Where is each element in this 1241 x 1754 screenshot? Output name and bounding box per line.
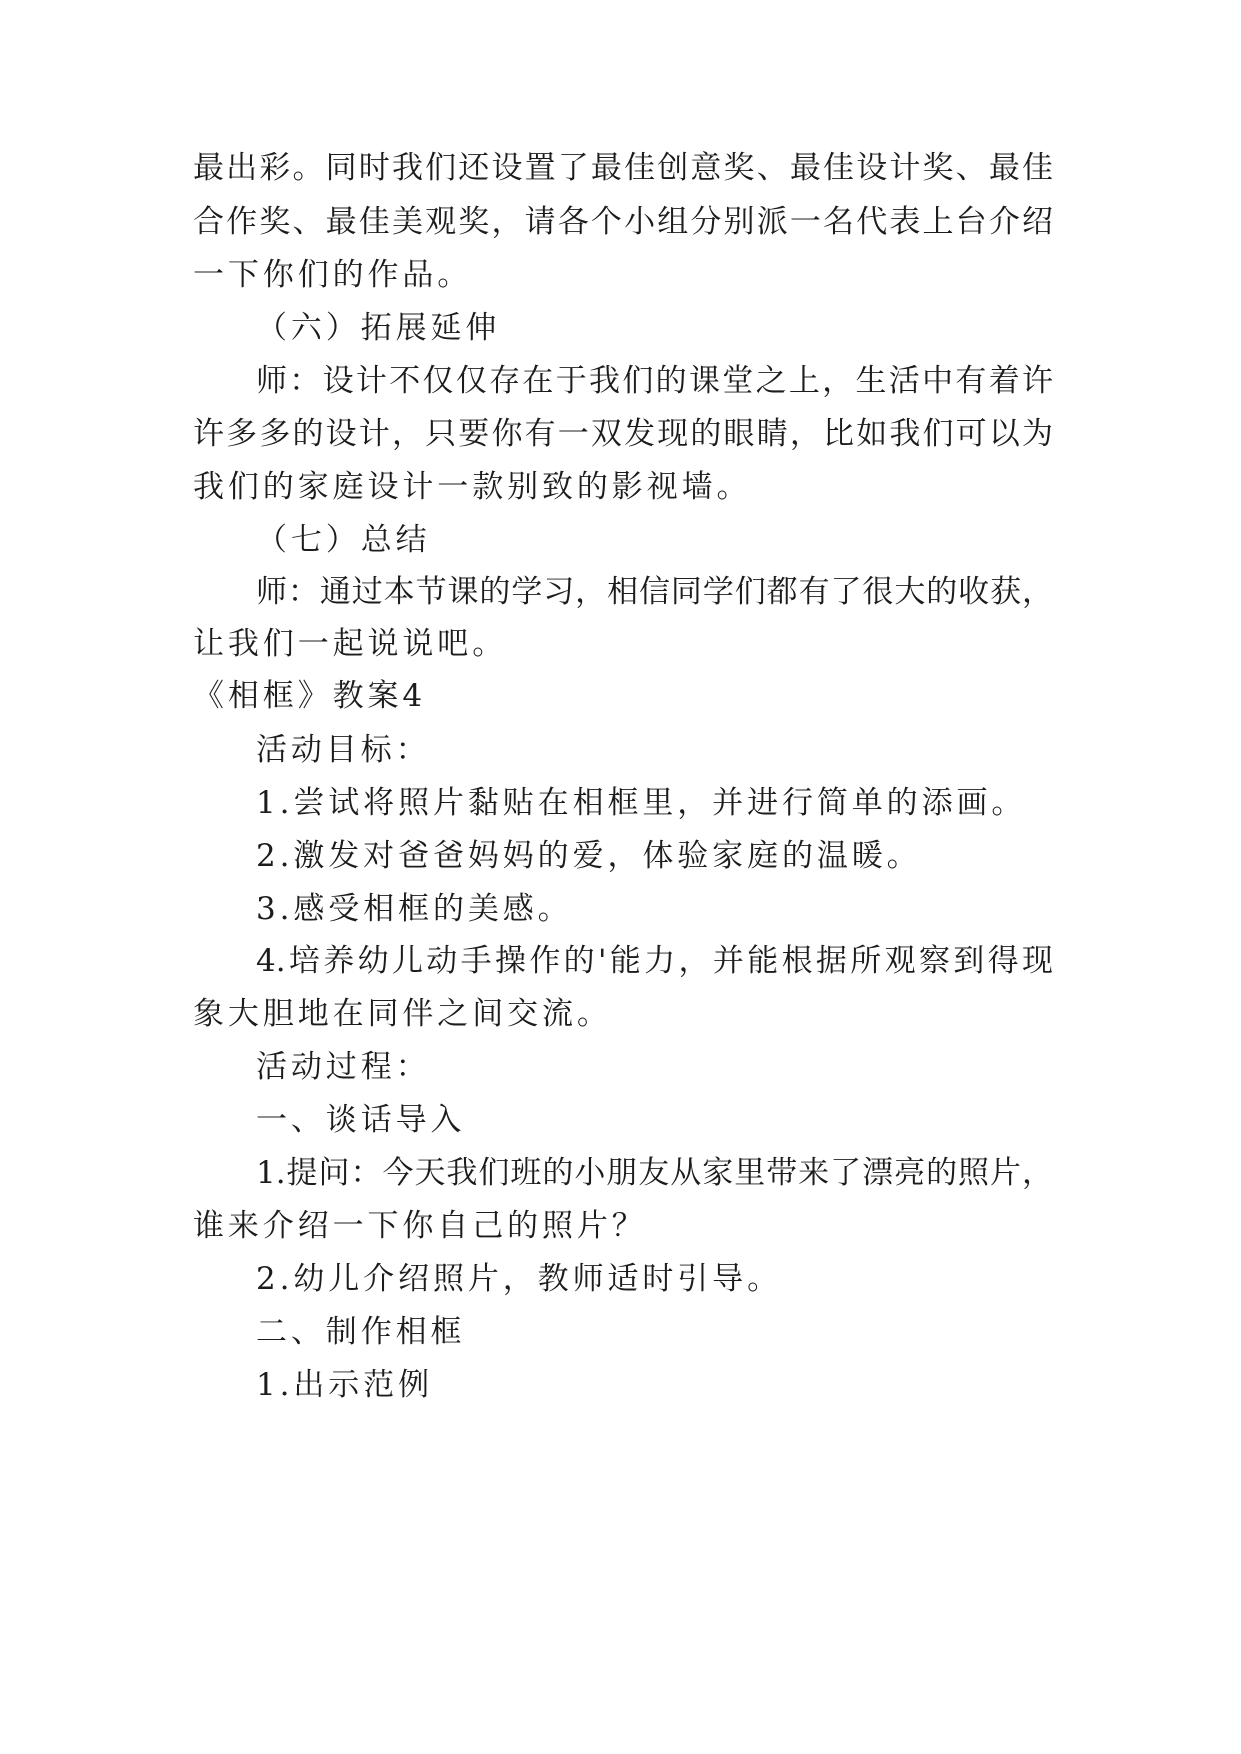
section-heading: （六）拓展延伸 [256, 310, 501, 346]
list-item: 1.尝试将照片黏贴在相框里，并进行简单的添画。 [256, 785, 1027, 821]
lesson-title: 《相框》教案4 [193, 678, 427, 714]
section-heading: 活动目标： [256, 732, 431, 768]
body-text-line: 一下你们的作品。 [193, 257, 473, 293]
list-item: 1.提问：今天我们班的小朋友从家里带来了漂亮的照片， [256, 1155, 1053, 1191]
list-item: 1.出示范例 [256, 1367, 433, 1403]
body-text-line: 师：设计不仅仅存在于我们的课堂之上，生活中有着许 [256, 363, 1053, 399]
body-text-line: 合作奖、最佳美观奖，请各个小组分别派一名代表上台介绍 [193, 204, 1053, 240]
section-heading: （七）总结 [256, 522, 431, 558]
list-item: 3.感受相框的美感。 [256, 891, 573, 927]
list-item: 2.幼儿介绍照片，教师适时引导。 [256, 1261, 782, 1297]
body-text-line: 最出彩。同时我们还设置了最佳创意奖、最佳设计奖、最佳 [193, 150, 1053, 186]
body-text-line: 让我们一起说说吧。 [193, 626, 508, 662]
section-heading: 活动过程： [256, 1049, 431, 1085]
section-heading: 二、制作相框 [256, 1314, 466, 1350]
list-item: 2.激发对爸爸妈妈的爱，体验家庭的温暖。 [256, 838, 922, 874]
list-item-continuation: 谁来介绍一下你自己的照片？ [193, 1208, 647, 1244]
list-item: 4.培养幼儿动手操作的'能力，并能根据所观察到得现 [256, 943, 1053, 979]
body-text-line: 许多多的设计，只要你有一双发现的眼睛，比如我们可以为 [193, 416, 1053, 452]
body-text-line: 师：通过本节课的学习，相信同学们都有了很大的收获， [256, 574, 1053, 610]
section-heading: 一、谈话导入 [256, 1102, 466, 1138]
body-text-line: 我们的家庭设计一款别致的影视墙。 [193, 469, 752, 505]
list-item-continuation: 象大胆地在同伴之间交流。 [193, 996, 612, 1032]
